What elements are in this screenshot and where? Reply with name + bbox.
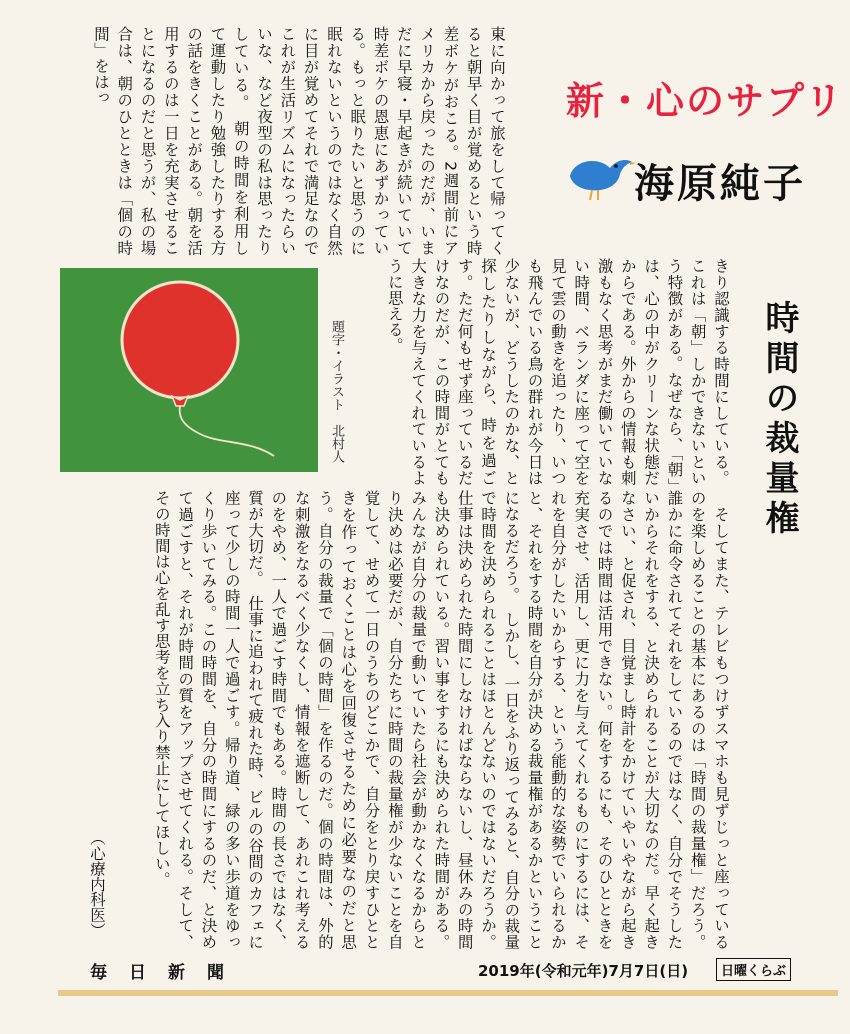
series-title: 新・心のサプリ [566,79,845,123]
balloon-drawing [60,268,318,472]
footer-divider [58,990,838,996]
author-name: 海原純子 [634,161,806,207]
section-tag: 日曜くらぶ [716,958,791,981]
newspaper-name: 毎日新聞 [90,963,246,983]
bird-icon [564,146,636,202]
article-title: 時間の裁量権 [759,300,799,540]
article-body-section-3: そしてまた、テレビもつけずスマホも見ずじっと座っているのを楽しめることの基本にあるのは「時間の裁量権」だろう。誰かに命令されてそれをしているのではなく、自分でそうしたいからそれをする、と決められることが大切なのだ。早く起きなさい、と促され、目覚まし時計をかけていやいやながら起きるのでは時間は活用できない。何をするにも、そのひとときを充実させ、活用し、更に力を与えてくれるものにするには、それを自分がしたいからする、という能動的な姿勢でいられるかと、それをする時間を自分が決める裁量権があるかということになるだろう。 しかし、一日をふり返ってみると、自分の裁量で時間を決められることはほとんどないのではないだろうか。仕事は決められた時間にしなければならないし、昼休みの時間も決められている。習い事をするにも決められた時間がある。みんなが自分の裁量で動いていたら社会が動かなくなるからとり決めは必要だが、自分たちに時間の裁量権が少ないことを自覚して、せめて一日のうちのどこかで、自分をとり戻すひとときを作っておくことは心を回復させるために必要なのだと思う。自分の裁量で「個の時間」を作るのだ。個の時間は、外的な刺激をなるべく少なくし、情報を遮断して、あれこれ考えるのをやめ、一人で過ごす時間でもある。時間の長さではなく、質が大切だ。 仕事に追われて疲れた時、ビルの谷間のカフェに座って少しの時間一人で過ごす。帰り道、緑の多い歩道をゆっくり歩いてみる。この時間を、自分の時間にするのだ、と決めて過ごすと、それが時間の質をアップさせてくれる。そして、その時間は心を乱す思考を立ち入り禁止にしてほしい。 [152,490,730,950]
author-row [564,140,834,210]
author-affiliation: （心療内科医） [88,830,106,938]
publication-date: 2019年(令和元年)7月7日(日) [478,962,689,980]
article-body-section-2: きり認識する時間にしている。これは「朝」しかできないという特徴がある。なぜなら、「朝」は、心の中がクリーンな状態だからである。外からの情報も刺激もなく思考がまだ働いていない時間、ベランダに座って空を見て雲の動きを追ったり、いつも飛んでいる鳥の群れが今日は少ないが、どうしたのかな、と探したりしながら、時を過ごす。ただ何もせず座っているだけなのだが、この時間がとても大きな力を与えてくれているように思える。 [385,258,730,486]
illustration-credit: 題字・イラスト 北村人 [329,320,344,463]
article-body-section-1: 東に向かって旅をして帰ってくると朝早く目が覚めるという時差ボケがおこる。2週間前にアメリカから戻ったのだが、いまだに早寝・早起きが続いていて時差ボケの恩恵にあずかっている。もっと眠りたいと思うのに眠れないというのではなく自然に目が覚めてそれで満足なのでこれが生活リズムになったらいいな、など夜型の私は思ったりしている。 朝の時間を利用して運動したり勉強したりする方の話をきくことがある。朝を活用するのは一日を充実させることになるのだと思うが、私の場合は、朝のひとときは「個の時間」をはっ [91,26,506,256]
balloon-illustration [60,268,318,472]
